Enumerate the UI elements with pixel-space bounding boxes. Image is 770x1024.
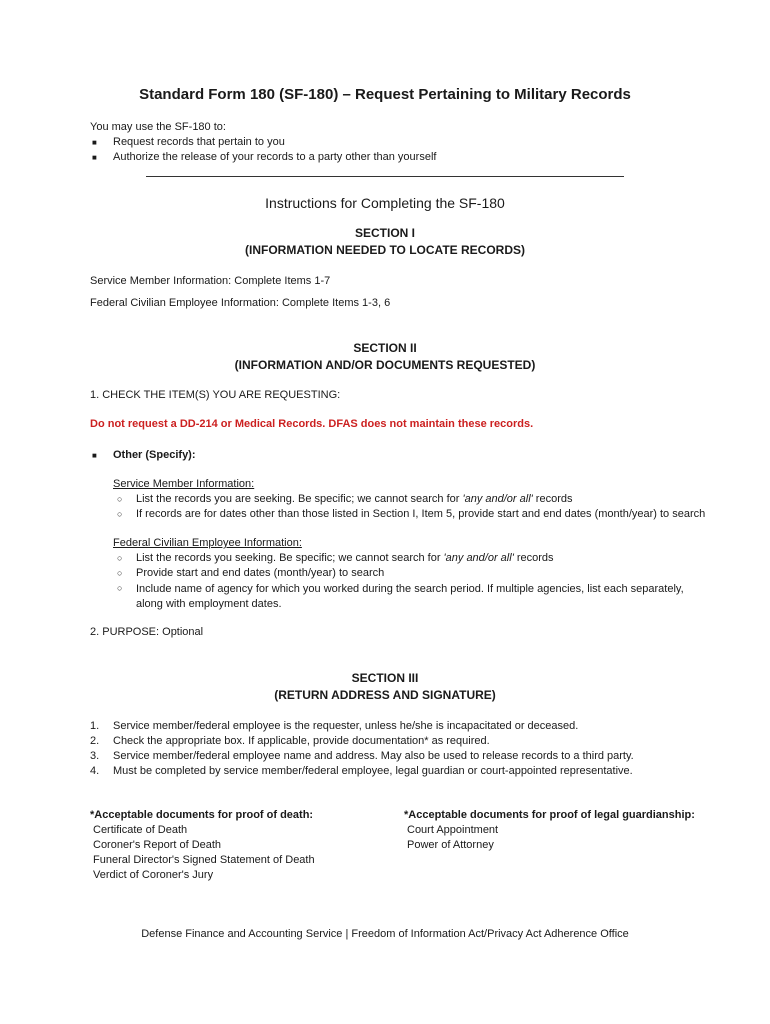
horizontal-divider	[146, 176, 624, 177]
section1-line: Service Member Information: Complete Items 1-7	[90, 275, 331, 287]
proof-death-item: Funeral Director's Signed Statement of Death	[93, 854, 315, 866]
service-member-item: List the records you are seeking. Be specific; we cannot search for 'any and/or all' records	[136, 493, 573, 505]
section3-num: 4.	[90, 765, 100, 777]
instructions-heading: Instructions for Completing the SF-180	[265, 195, 505, 211]
proof-death-item: Certificate of Death	[93, 824, 188, 836]
proof-death-item: Verdict of Coroner's Jury	[93, 869, 214, 881]
civilian-item: List the records you seeking. Be specific; we cannot search for 'any and/or all' records	[136, 552, 554, 564]
hollow-circle-bullet-icon: ○	[117, 568, 123, 578]
section3-title: SECTION III	[351, 671, 419, 685]
proof-guardianship-item: Power of Attorney	[407, 839, 494, 851]
intro-lead: You may use the SF-180 to:	[90, 121, 226, 133]
section1-line: Federal Civilian Employee Information: Complete Items 1-3, 6	[90, 297, 391, 309]
section3-item: Service member/federal employee is the requester, unless he/she is incapacitated or deceased.	[113, 720, 579, 732]
section2-subtitle: (INFORMATION AND/OR DOCUMENTS REQUESTED)	[234, 358, 536, 372]
page-title: Standard Form 180 (SF-180) – Request Pertaining to Military Records	[139, 86, 631, 103]
hollow-circle-bullet-icon: ○	[117, 494, 123, 504]
proof-guardianship-heading: *Acceptable documents for proof of legal guardianship:	[404, 809, 695, 821]
service-member-item: If records are for dates other than those listed in Section I, Item 5, provide start and end dates (month/year) to search	[136, 508, 706, 520]
civilian-item: Include name of agency for which you worked during the search period. If multiple agencies, list each separately, along with employment dates.	[136, 583, 684, 610]
intro-item: Request records that pertain to you	[113, 136, 285, 148]
civilian-heading: Federal Civilian Employee Information:	[113, 537, 302, 549]
hollow-circle-bullet-icon: ○	[117, 509, 123, 519]
page-footer: Defense Finance and Accounting Service | Freedom of Information Act/Privacy Act Adherence Office	[141, 928, 629, 940]
service-member-heading: Service Member Information:	[113, 478, 255, 490]
square-bullet-icon: ■	[92, 451, 97, 460]
warning-text: Do not request a DD-214 or Medical Records. DFAS does not maintain these records.	[90, 418, 534, 430]
section3-item: Service member/federal employee name and address. May also be used to release records to a third party.	[113, 750, 634, 762]
section2-item1: 1. CHECK THE ITEM(S) YOU ARE REQUESTING:	[90, 389, 341, 401]
section3-subtitle: (RETURN ADDRESS AND SIGNATURE)	[274, 688, 496, 702]
section1-title: SECTION I	[354, 226, 415, 240]
proof-death-item: Coroner's Report of Death	[93, 839, 222, 851]
civilian-item: Provide start and end dates (month/year) to search	[136, 567, 385, 579]
square-bullet-icon: ■	[92, 153, 97, 162]
section3-num: 3.	[90, 750, 100, 762]
section3-num: 1.	[90, 720, 100, 732]
section1-subtitle: (INFORMATION NEEDED TO LOCATE RECORDS)	[245, 243, 525, 257]
section3-item: Check the appropriate box. If applicable, provide documentation* as required.	[113, 735, 490, 747]
square-bullet-icon: ■	[92, 138, 97, 147]
proof-guardianship-item: Court Appointment	[407, 824, 499, 836]
intro-item: Authorize the release of your records to a party other than yourself	[113, 151, 437, 163]
section2-item2: 2. PURPOSE: Optional	[90, 626, 204, 638]
proof-death-heading: *Acceptable documents for proof of death:	[90, 809, 314, 821]
other-specify-label: Other (Specify):	[113, 449, 196, 461]
section3-item: Must be completed by service member/federal employee, legal guardian or court-appointed representative.	[113, 765, 633, 777]
section3-num: 2.	[90, 735, 100, 747]
hollow-circle-bullet-icon: ○	[117, 583, 123, 593]
hollow-circle-bullet-icon: ○	[117, 553, 123, 563]
section2-title: SECTION II	[353, 341, 417, 355]
